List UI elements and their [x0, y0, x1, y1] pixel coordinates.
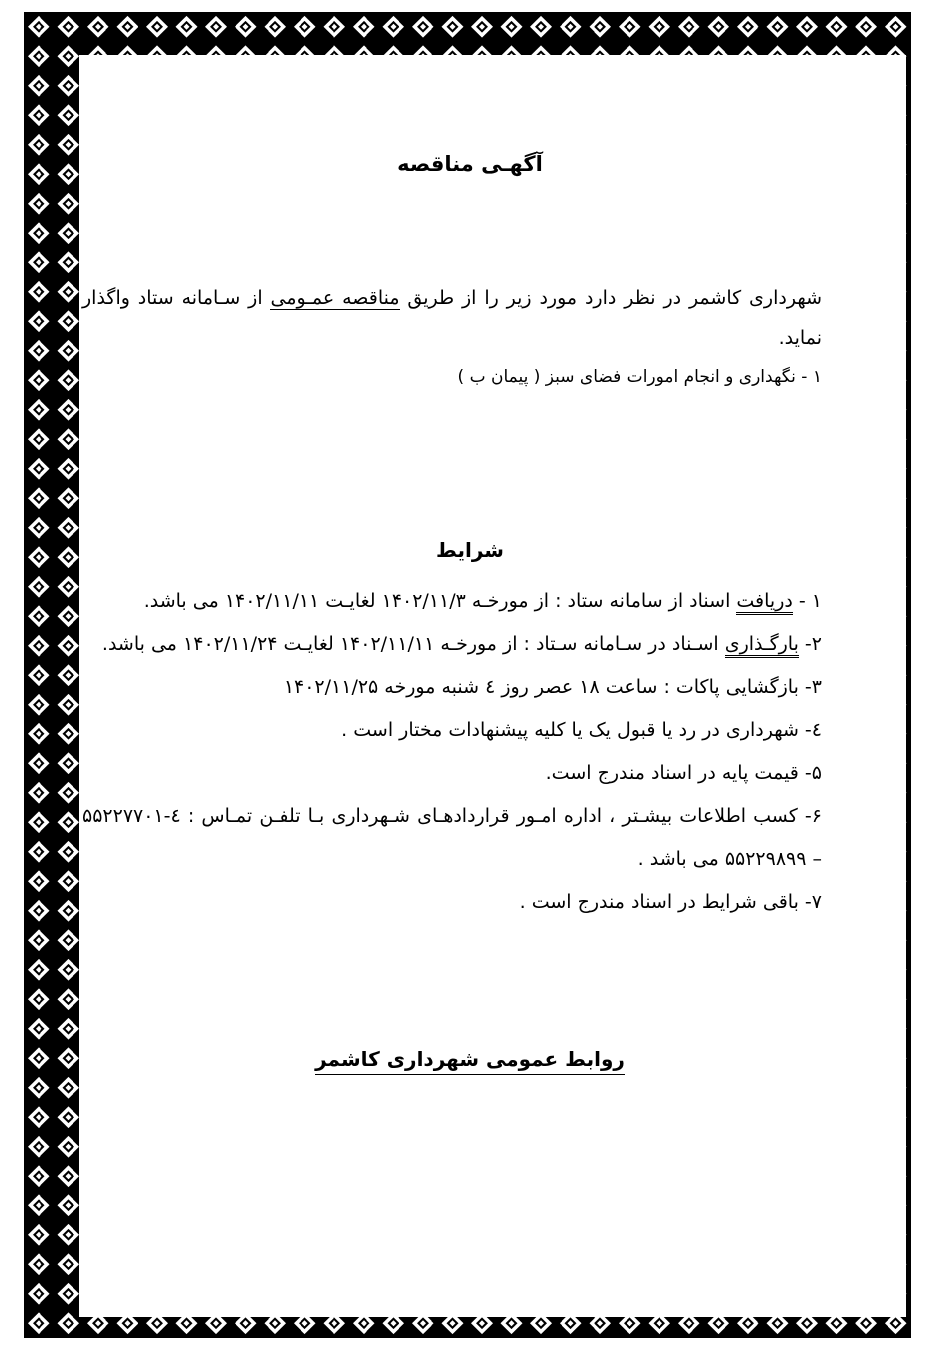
- condition-1: [82, 580, 822, 623]
- condition-4: ٤- شهرداری در رد یا قبول یک یا کلیه پیشنهادات مختار است .: [341, 719, 822, 741]
- tender-item: ۱ - نگهداری و انجام امورات فضای سبز ( پیمان ب ): [457, 367, 822, 387]
- condition-2-text: اسـناد در سـامانه سـتاد : از مورخـه ۱۴۰۲/۱۱/۱۱ لغایـت ۱۴۰۲/۱۱/۲۴ می باشد.: [101, 633, 725, 655]
- condition-1-text: اسناد از سامانه ستاد : از مورخـه ۱۴۰۲/۱۱/۳ لغایـت ۱۴۰۲/۱۱/۱۱ می باشد.: [143, 590, 737, 612]
- intro-underlined: مناقصه عمـومی: [270, 287, 400, 309]
- condition-2-underlined: بارگـذاری: [725, 633, 799, 658]
- signature-line: [0, 1047, 940, 1071]
- intro-text-end: از سـامانه ستاد واگذار نماید.: [82, 287, 822, 349]
- condition-5: ۵- قیمت پایه در اسناد مندرج است.: [545, 762, 822, 784]
- condition-6: ۶- کسب اطلاعات بیشـتر ، اداره امـور قراردادهـای شـهرداری بـا تلفـن تمـاس : ٤-۵۵۲۲۷۷۰۱ – ۵۵۲۲۹۸۹۹ می باشد .: [82, 805, 822, 870]
- condition-7: ۷- باقی شرایط در اسناد مندرج است .: [519, 891, 822, 913]
- intro-paragraph: [82, 278, 822, 358]
- condition-2: [82, 623, 822, 666]
- conditions-list: [82, 580, 822, 924]
- signature-text: روابط عمومی شهرداری کاشمر: [315, 1047, 625, 1075]
- notice-title: آگهـی مناقصه: [397, 152, 543, 176]
- intro-text-start: شهرداری کاشمر در نظر دارد مورد زیر را از طریق: [399, 287, 822, 309]
- conditions-title: شرایط: [436, 538, 504, 562]
- condition-1-underlined: دریافت: [736, 590, 792, 615]
- condition-2-prefix: ۲-: [798, 633, 822, 655]
- condition-3: ۳- بازگشایی پاکات : ساعت ۱۸ عصر روز ٤ شنبه مورخه ۱۴۰۲/۱۱/۲۵: [283, 676, 822, 698]
- condition-1-prefix: ۱ -: [792, 590, 822, 612]
